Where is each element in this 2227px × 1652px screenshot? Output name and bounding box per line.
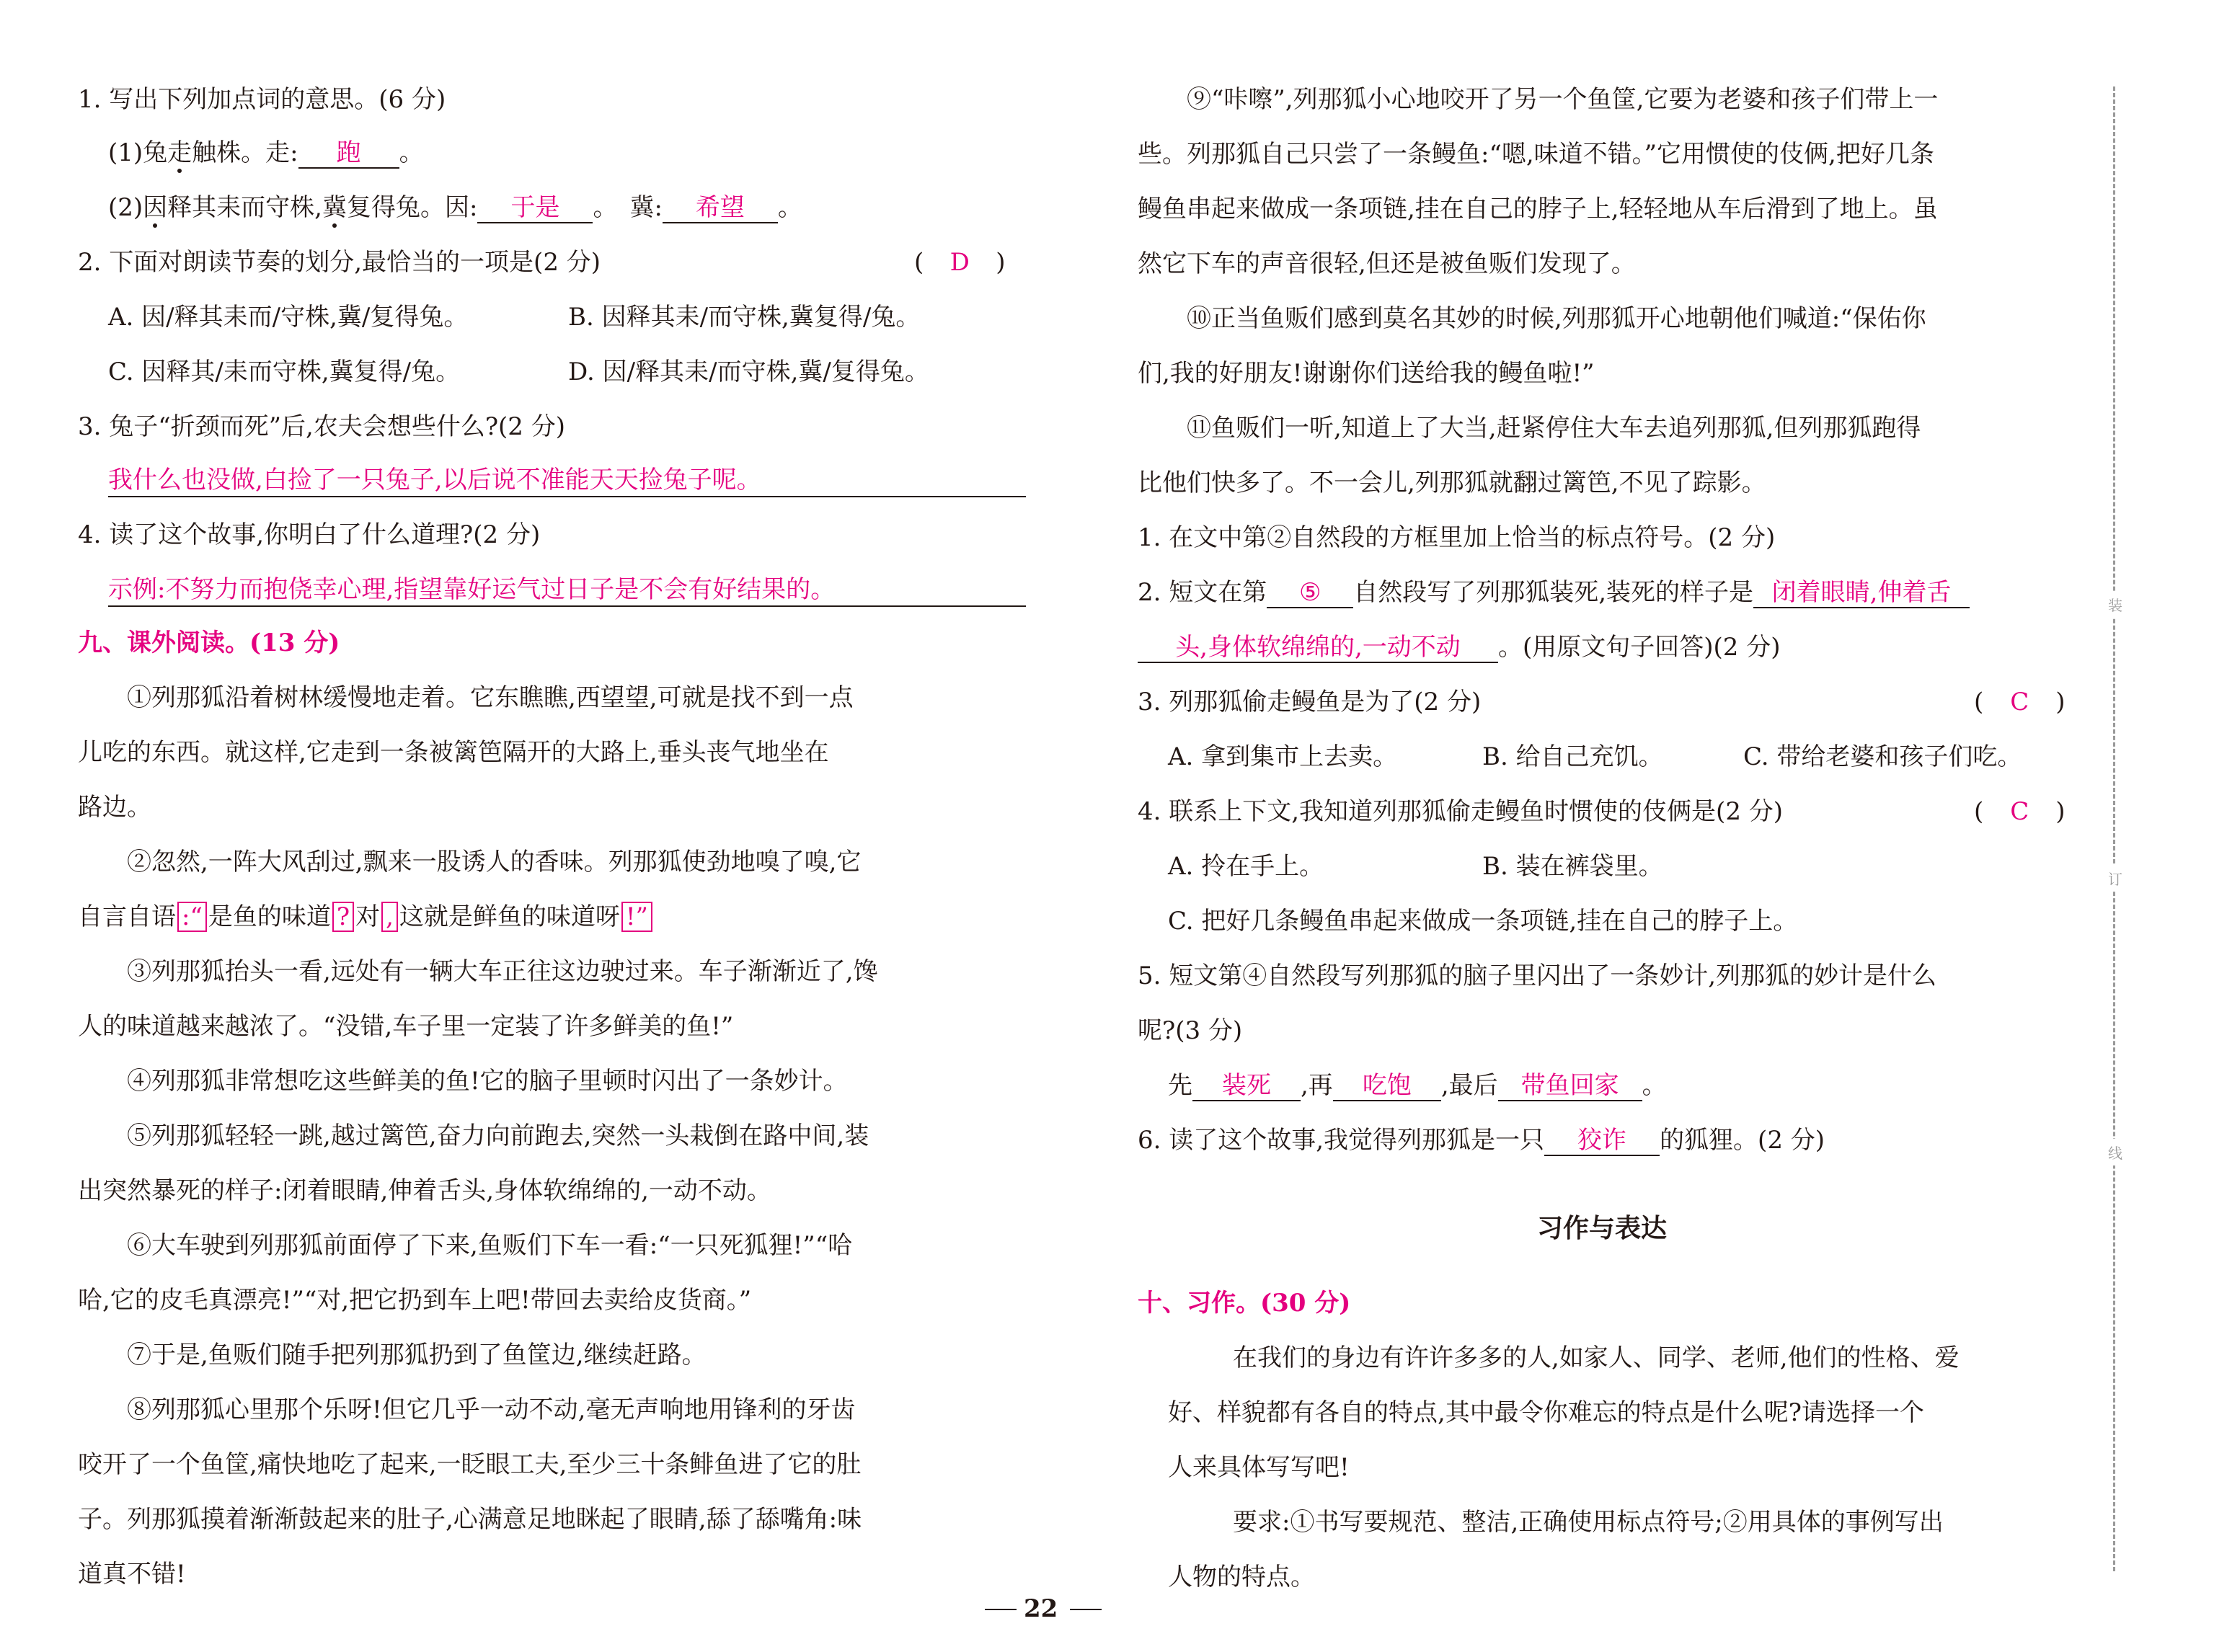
option-a: A. 因/释其耒而/守株,冀/复得兔。 xyxy=(108,303,469,332)
paragraph-8-line: 咬开了一个鱼筐,痛快地吃了起来,一眨眼工夫,至少三十条鲱鱼进了它的肚 xyxy=(78,1450,862,1479)
question-1-part-1: (1)兔走触株。走: 跑 。 xyxy=(108,138,424,167)
question-3: 3. 兔子“折颈而死”后,农夫会想些什么?(2 分) xyxy=(78,412,566,441)
writing-prompt-line: 好、样貌都有各自的特点,其中最令你难忘的特点是什么呢?请选择一个 xyxy=(1168,1398,1925,1427)
paragraph-9-line: 些。列那狐自己只尝了一条鳗鱼:“嗯,味道不错。”它用惯使的伎俩,把好几条 xyxy=(1138,140,1934,169)
answer-blank: 头,身体软绵绵的,一动不动 xyxy=(1138,633,1498,663)
option-b: B. 装在裤袋里。 xyxy=(1482,852,1663,881)
answer-line xyxy=(108,605,1026,607)
paragraph-1-line: 路边。 xyxy=(78,793,151,822)
paragraph-5-line: 出突然暴死的样子:闭着眼睛,伸着舌头,身体软绵绵的,一动不动。 xyxy=(78,1176,771,1205)
writing-prompt: 在我们的身边有许许多多的人,如家人、同学、老师,他们的性格、爱 xyxy=(1233,1344,1960,1372)
emphasis-dot-word: 因 xyxy=(143,193,168,222)
choice-answer: D xyxy=(949,248,970,277)
punctuation-box: ? xyxy=(332,902,354,932)
option-c: C. 把好几条鳗鱼串起来做成一条项链,挂在自己的脖子上。 xyxy=(1168,907,1798,936)
answer-blank: 跑 xyxy=(298,138,399,169)
paragraph-6: ⑥大车驶到列那狐前面停了下来,鱼贩们下车一看:“一只死狐狸!”“哈 xyxy=(127,1231,853,1260)
reading-question-3: 3. 列那狐偷走鳗鱼是为了(2 分) xyxy=(1138,688,1482,716)
reading-question-4: 4. 联系上下文,我知道列那狐偷走鳗鱼时惯使的伎俩是(2 分) xyxy=(1138,797,1784,826)
binding-label: 装 xyxy=(2108,591,2122,618)
binding-label: 订 xyxy=(2108,865,2122,892)
option-b: B. 因释其耒/而守株,冀复得/兔。 xyxy=(568,303,921,332)
option-a: A. 拎在手上。 xyxy=(1168,852,1324,881)
choice-answer: C xyxy=(2010,797,2029,826)
paragraph-3: ③列那狐抬头一看,远处有一辆大车正往这边驶过来。车子渐渐近了,馋 xyxy=(127,957,878,986)
paragraph-4: ④列那狐非常想吃这些鲜美的鱼!它的脑子里顿时闪出了一条妙计。 xyxy=(127,1067,848,1096)
paragraph-5: ⑤列那狐轻轻一跳,越过篱笆,奋力向前跑去,突然一头栽倒在路中间,装 xyxy=(127,1122,869,1150)
binding-dashed-line xyxy=(2113,86,2115,1571)
question-2-choice: ( D ) xyxy=(914,248,1006,277)
page-number-dash xyxy=(985,1609,1017,1610)
reading-question-2: 2. 短文在第 ⑤ 自然段写了列那狐装死,装死的样子是 闭着眼睛,伸着舌 xyxy=(1138,577,1970,608)
paragraph-8-line: 道真不错! xyxy=(78,1560,186,1589)
answer-text: 示例:不努力而抱侥幸心理,指望靠好运气过日子是不会有好结果的。 xyxy=(108,575,836,604)
option-a: A. 拿到集市上去卖。 xyxy=(1168,742,1398,771)
question-3-choice: ( C ) xyxy=(1974,688,2066,716)
binding-label: 线 xyxy=(2108,1139,2122,1165)
paragraph-11-line: 比他们快多了。不一会儿,列那狐就翻过篱笆,不见了踪影。 xyxy=(1138,468,1766,497)
answer-blank: 带鱼回家 xyxy=(1498,1071,1642,1101)
question-1: 1. 写出下列加点词的意思。(6 分) xyxy=(78,85,446,114)
answer-blank: 吃饱 xyxy=(1333,1071,1441,1101)
option-c: C. 因释其/耒而守株,冀复得/兔。 xyxy=(108,358,461,386)
answer-blank: ⑤ xyxy=(1267,578,1353,608)
paragraph-9-line: 鳗鱼串起来做成一条项链,挂在自己的脖子上,轻轻地从车后滑到了地上。虽 xyxy=(1138,195,1938,223)
option-c: C. 带给老婆和孩子们吃。 xyxy=(1743,742,2022,771)
paragraph-1: ①列那狐沿着树林缓慢地走着。它东瞧瞧,西望望,可就是找不到一点 xyxy=(127,683,854,712)
writing-requirements-line: 人物的特点。 xyxy=(1168,1563,1315,1591)
paragraph-8-line: 子。列那狐摸着渐渐鼓起来的肚子,心满意足地眯起了眼睛,舔了舔嘴角:味 xyxy=(78,1505,862,1534)
paragraph-11: ⑪鱼贩们一听,知道上了大当,赶紧停住大车去追列那狐,但列那狐跑得 xyxy=(1187,414,1921,443)
reading-question-5: 5. 短文第④自然段写列那狐的脑子里闪出了一条妙计,列那狐的妙计是什么 xyxy=(1138,962,1937,990)
paragraph-7: ⑦于是,鱼贩们随手把列那狐扔到了鱼筐边,继续赶路。 xyxy=(127,1341,707,1369)
paragraph-6-line: 哈,它的皮毛真漂亮!”“对,把它扔到车上吧!带回去卖给皮货商。” xyxy=(78,1286,752,1315)
answer-line xyxy=(108,496,1026,497)
question-2: 2. 下面对朗读节奏的划分,最恰当的一项是(2 分) xyxy=(78,248,601,277)
page-number-dash xyxy=(1070,1609,1102,1610)
answer-blank: 希望 xyxy=(663,193,778,223)
punctuation-box: , xyxy=(381,902,398,932)
paragraph-9-line: 然它下车的声音很轻,但还是被鱼贩们发现了。 xyxy=(1138,249,1636,278)
paragraph-2-line: 自言自语 :“ 是鱼的味道 ? 对 , 这就是鲜鱼的味道呀 !” xyxy=(78,901,654,933)
reading-question-5-answer: 先 装死 ,再 吃饱 ,最后 带鱼回家 。 xyxy=(1168,1071,1667,1100)
writing-prompt-line: 人来具体写写吧! xyxy=(1168,1453,1350,1482)
paragraph-8: ⑧列那狐心里那个乐呀!但它几乎一动不动,毫无声响地用锋利的牙齿 xyxy=(127,1395,856,1424)
choice-answer: C xyxy=(2010,688,2029,716)
punctuation-box: !” xyxy=(621,902,652,932)
paragraph-10: ⑩正当鱼贩们感到莫名其妙的时候,列那狐开心地朝他们喊道:“保佑你 xyxy=(1187,304,1926,333)
section-title: 习作与表达 xyxy=(1537,1214,1668,1243)
paragraph-10-line: 们,我的好朋友!谢谢你们送给我的鳗鱼啦!” xyxy=(1138,359,1595,388)
paragraph-3-line: 人的味道越来越浓了。“没错,车子里一定装了许多鲜美的鱼!” xyxy=(78,1012,734,1041)
answer-blank: 闭着眼睛,伸着舌 xyxy=(1753,578,1970,608)
section-9-heading: 九、课外阅读。(13 分) xyxy=(78,629,340,657)
reading-question-2-line: 头,身体软绵绵的,一动不动 。(用原文句子回答)(2 分) xyxy=(1138,631,1781,663)
question-4-choice: ( C ) xyxy=(1974,797,2066,826)
writing-requirements: 要求:①书写要规范、整洁,正确使用标点符号;②用具体的事例写出 xyxy=(1233,1508,1944,1537)
reading-question-1: 1. 在文中第②自然段的方框里加上恰当的标点符号。(2 分) xyxy=(1138,523,1776,552)
answer-blank: 装死 xyxy=(1192,1071,1301,1101)
option-d: D. 因/释其耒/而守株,冀/复得兔。 xyxy=(568,358,929,386)
answer-blank: 于是 xyxy=(477,193,593,223)
answer-blank: 狡诈 xyxy=(1544,1126,1660,1156)
answer-text: 我什么也没做,白捡了一只兔子,以后说不准能天天捡兔子呢。 xyxy=(108,466,761,494)
reading-question-5-line: 呢?(3 分) xyxy=(1138,1016,1243,1045)
question-4: 4. 读了这个故事,你明白了什么道理?(2 分) xyxy=(78,520,541,549)
emphasis-dot-word: 冀 xyxy=(322,193,347,222)
page-number: 22 xyxy=(1024,1594,1058,1623)
paragraph-2: ②忽然,一阵大风刮过,飘来一股诱人的香味。列那狐使劲地嗅了嗅,它 xyxy=(127,848,862,876)
paragraph-1-line: 儿吃的东西。就这样,它走到一条被篱笆隔开的大路上,垂头丧气地坐在 xyxy=(78,738,829,767)
emphasis-dot-word: 走 xyxy=(167,138,192,167)
paragraph-9: ⑨“咔嚓”,列那狐小心地咬开了另一个鱼筐,它要为老婆和孩子们带上一 xyxy=(1187,85,1939,114)
question-1-part-2: (2)因释其耒而守株,冀复得兔。因: 于是 。 冀: 希望 。 xyxy=(108,193,802,222)
punctuation-box: :“ xyxy=(177,902,207,932)
option-b: B. 给自己充饥。 xyxy=(1482,742,1663,771)
reading-question-6: 6. 读了这个故事,我觉得列那狐是一只 狡诈 的狐狸。(2 分) xyxy=(1138,1126,1825,1155)
section-10-heading: 十、习作。(30 分) xyxy=(1138,1289,1351,1318)
